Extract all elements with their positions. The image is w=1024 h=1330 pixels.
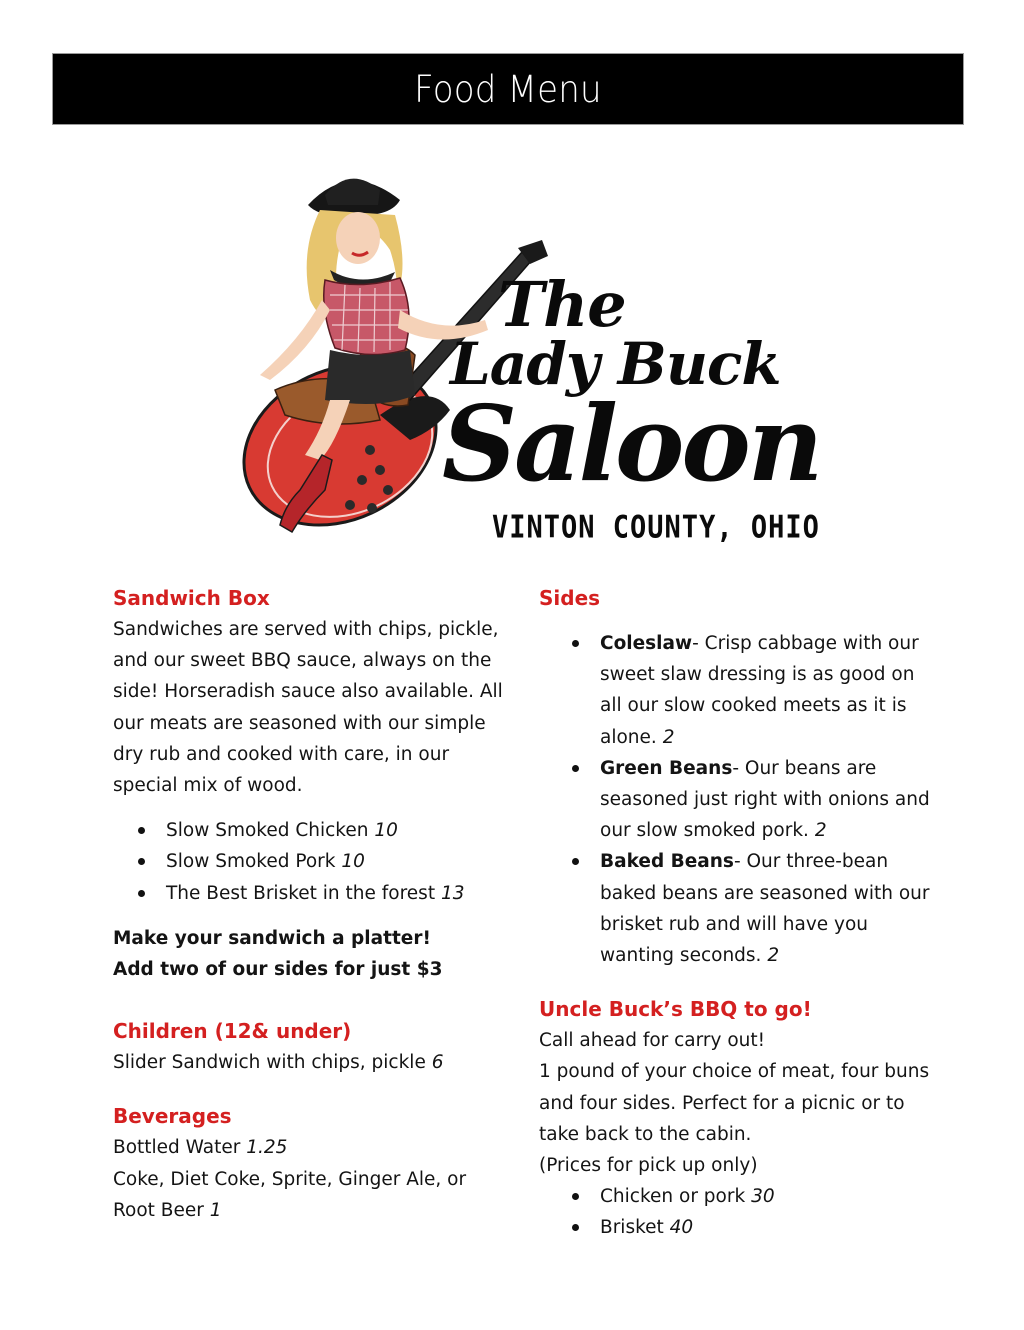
item-price: 1 [209, 1199, 222, 1221]
bbq-to-go-heading: Uncle Buck’s BBQ to go! [539, 997, 812, 1022]
logo-line-lady-buck: Lady Buck [450, 330, 781, 398]
bbq-to-go-list [539, 1181, 939, 1243]
sides-heading: Sides [539, 586, 601, 610]
list-item [539, 846, 939, 971]
side-name: Green Beans [600, 757, 733, 779]
side-name: Coleslaw [600, 633, 693, 654]
item-price: 1.25 [246, 1137, 288, 1159]
side-description: - Our three-bean baked beans are seasoned with our brisket rub and will have you wanting seconds. [600, 851, 930, 967]
right-column [539, 582, 939, 1244]
list-item [113, 878, 503, 909]
children-item [113, 1047, 503, 1078]
beverage-item [113, 1164, 503, 1226]
item-price: 13 [440, 882, 465, 904]
item-price: 2 [767, 945, 780, 967]
side-description: - Our beans are seasoned just right with onions and our slow smoked pork. [600, 757, 930, 842]
item-name: Bottled Water [113, 1137, 241, 1159]
sandwich-list [113, 815, 503, 909]
item-name: The Best Brisket in the forest [166, 882, 436, 904]
item-name: Slow Smoked Chicken [166, 820, 369, 842]
item-price: 6 [431, 1052, 444, 1074]
page-title: Food Menu [414, 67, 602, 111]
header-bar [52, 53, 964, 125]
item-name: Chicken or pork [600, 1186, 746, 1208]
list-item [539, 1181, 939, 1212]
sandwich-box-description: Sandwiches are served with chips, pickle, and our sweet BBQ sauce, always on the side! Horseradish sauce also available. All our meats are seasoned with our simple dry rub and cooked with care, in our special mix of wood. [113, 619, 503, 797]
item-price: 10 [341, 851, 365, 873]
item-price: 10 [374, 820, 398, 842]
children-heading: Children (12& under) [113, 1019, 352, 1044]
left-column [113, 582, 503, 1226]
item-name: Slider Sandwich with chips, pickle [113, 1052, 426, 1074]
side-name: Baked Beans [600, 851, 734, 873]
bbq-to-go-call-ahead: Call ahead for carry out! [539, 1030, 766, 1052]
item-name: Coke, Diet Coke, Sprite, Ginger Ale, or Root Beer [113, 1168, 467, 1221]
platter-offer-line2: Add two of our sides for just $3 [113, 959, 443, 981]
list-item [113, 846, 503, 877]
side-description: - Crisp cabbage with our sweet slaw dressing is as good on all our slow cooked meets as it is alone. [600, 633, 919, 748]
item-price: 2 [814, 820, 827, 842]
item-name: Brisket [600, 1217, 664, 1239]
sides-list [539, 628, 939, 971]
list-item [539, 628, 939, 753]
beverages-heading: Beverages [113, 1104, 232, 1129]
platter-offer-line1: Make your sandwich a platter! [113, 927, 431, 949]
item-price: 40 [669, 1217, 694, 1239]
item-price: 2 [662, 726, 675, 748]
beverage-item [113, 1132, 503, 1163]
logo-location: VINTON COUNTY, OHIO [492, 510, 820, 546]
list-item [539, 1212, 939, 1243]
saloon-logo [230, 160, 821, 546]
bbq-to-go-note: (Prices for pick up only) [539, 1155, 758, 1177]
sandwich-box-heading: Sandwich Box [113, 586, 270, 610]
item-name: Slow Smoked Pork [166, 851, 336, 873]
bbq-to-go-description: 1 pound of your choice of meat, four buns and four sides. Perfect for a picnic or to take back to the cabin. [539, 1061, 930, 1145]
logo-line-saloon: Saloon [442, 382, 821, 505]
item-price: 30 [751, 1186, 775, 1208]
list-item [539, 753, 939, 847]
logo-line-the: The [498, 268, 626, 341]
list-item [113, 815, 503, 846]
